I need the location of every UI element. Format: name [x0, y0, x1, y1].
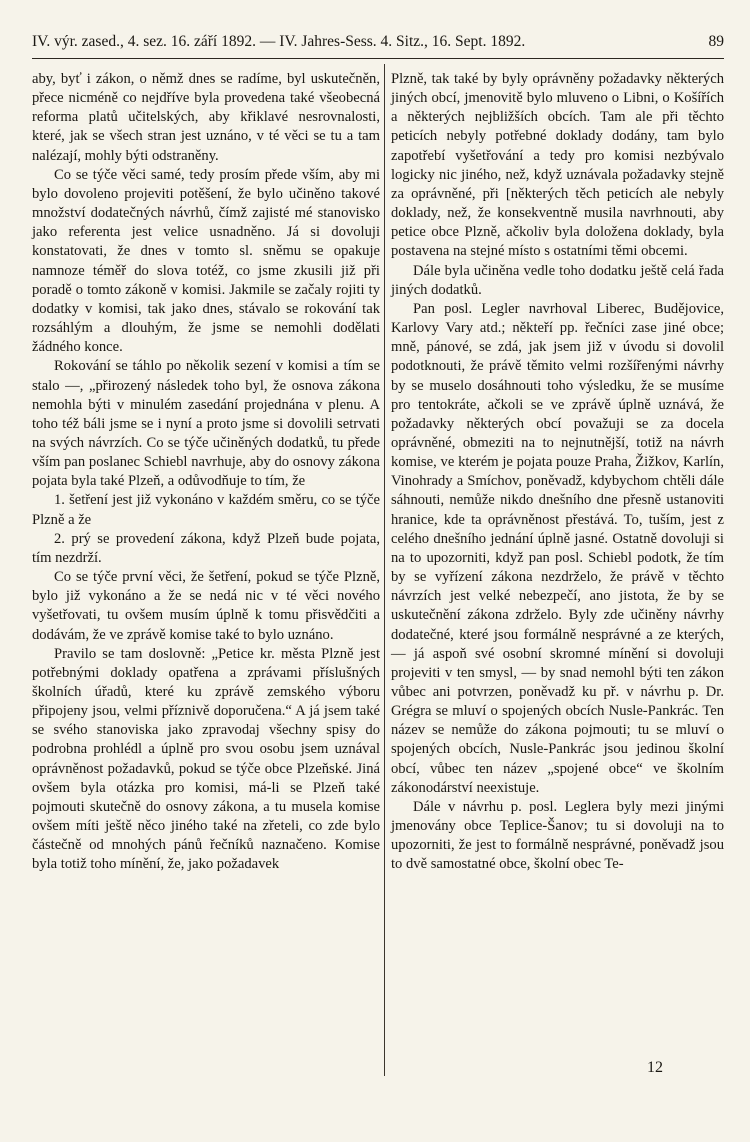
paragraph: Co se týče první věci, že šetření, pokud se týče Plzně, bylo již vykonáno a že se nedá nic v té věci nového vyšetřovati, tu ovšem musím úplně k tomu přisvědčiti a dodávám, že ve zprávě komise také to bylo uznáno.	[32, 569, 380, 643]
paragraph: Plzně, tak také by byly oprávněny požadavky některých jiných obcí, jmenovitě bylo mluveno o Libni, o Košířích a některých nejbližších obcích. Tam ale při těchto peticích nebyly potřebné doklady dodány, tam bylo zapotřebí vyšetřování a tedy pro komisi nezbývalo logicky nic jiného, než, když uznávala požadavky stejně za oprávněné, při [některých těch peticích ale nebyly doklady, než, že konsekventně musila navrhnouti, aby petice obce Plzně, ačkoliv byla doložena doklady, byla postavena na stejné místo s ostatními těmi obcemi.	[391, 71, 724, 260]
header-title: IV. výr. zased., 4. sez. 16. září 1892. — IV. Jahres-Sess. 4. Sitz., 16. Sept. 1892.	[32, 33, 526, 50]
list-item: 1. šetření jest již vykonáno v každém směru, co se týče Plzně a že	[32, 492, 380, 528]
signature-mark: 12	[647, 1059, 663, 1076]
paragraph: Rokování se táhlo po několik sezení v komisi a tím se stalo —, „přirozený následek toho byl, že osnova zákona nemohla býti v minulém zasedání projednána v plenu. A toho též báli jsme se i nyní a proto jsme si dovolili setrvati na svých návrzích. Co se týče učiněných dodatků, tu přede vším pan poslanec Schiebl navrhuje, aby do osnovy zákona pojata byla také Plzeň, a odůvodňuje to tím, že	[32, 358, 380, 490]
paragraph: Pan posl. Legler navrhoval Liberec, Budějovice, Karlovy Vary atd.; někteří pp. řečníci zase jiné obce; mně, pánové, se zdá, jak jsem již v úvodu si dovolil podotknouti, že právě těmito velmi rozšířenými návrhy by se muselo dosáhnouti toho výsledku, že se musíme pro tentokráte, ačkoli se ve zprávě úplně uznává, že požadavky některých obcí považuji se za docela oprávněné, obmeziti na to nejnutnější, totiž na návrh komise, ve kterém je pojata pouze Praha, Žižkov, Karlín, Vinohrady a Smíchov, poněvadž, kdybychom chtěli dále sáhnouti, nemůže nikdo dnešního dne přesně ustanoviti hranice, kde ta oprávněnost přestává. To, tuším, jest z celého dnešního jednání úplně jasné. Ostatně dovoluji si na to upozorniti, když pan posl. Schiebl podotk, že tím by se vyřízení zákona nezdrželo, že právě v těchto návrzích jest velké nebezpečí, ano jistota, že by se uskutečnění zákona zdrželo. Byly zde učiněny návrhy dodatečné, které jsou formálně nesprávné a ze kterých, — já aspoň své osobní skromné mínění si dovoluji projeviti v ten smysl, — by snad nemohl býti ten zákon vůbec ani potvrzen, poněvadž ku př. v návrhu p. Dr. Grégra se mluví o spojených obcích Nusle-Pankrác. Ten název se nemůže do zákona pojmouti; tu se mluví o spojených obcích, Nusle-Pankrác jsou jedinou školní obcí, vůbec ten název „spojené obce“ ve školním zákonodárství neexistuje.	[391, 300, 724, 796]
list-item: 2. prý se provedení zákona, když Plzeň bude pojata, tím nezdrží.	[32, 530, 380, 566]
right-column	[391, 70, 724, 875]
header-rule	[32, 58, 724, 59]
paragraph: Pravilo se tam doslovně: „Petice kr. města Plzně jest potřebnými doklady opatřena a zprávami příslušných školních úřadů, které ku zprávě zemského výboru připojeny jsou, velmi příznivě doporučena.“ A já jsem také se svého stanoviska jako zpravodaj všechny spisy do podrobna prohlédl a úplně pro svou osobu jsem uznával oprávněnost požadavků, pokud se týče obce Plzeňské. Jiná ovšem byla otázka pro komisi, má-li se Plzeň také pojmouti skutečně do osnovy zákona, a tu musela komise ovšem míti ještě něco jiného také na zřeteli, co zde bylo částečně od mnohých pánů řečníků naznačeno. Komise byla totiž toho mínění, že, jako požadavek	[32, 645, 380, 873]
running-header	[32, 30, 724, 54]
paragraph: aby, byť i zákon, o němž dnes se radíme, byl uskutečněn, přece nicméně co nejdříve byla provedena také všeobecná reforma platů učitelských, aby křiklavé nesrovnalosti, které, jak se všech stran jest uznáno, v té věci se tu a tam nalézají, mohly býti odstraněny.	[32, 71, 380, 164]
paragraph: Dále v návrhu p. posl. Leglera byly mezi jinými jmenovány obce Teplice-Šanov; tu si dovoluji na to upozorniti, že jest to formálně nesprávné, poněvadž jsou to dvě samostatné obce, školní obec Te-	[391, 798, 724, 873]
paragraph: Dále byla učiněna vedle toho dodatku ještě celá řada jiných dodatků.	[391, 262, 724, 298]
column-divider	[384, 64, 385, 1076]
left-column	[32, 70, 380, 875]
page-number: 89	[708, 33, 724, 50]
paragraph: Co se týče věci samé, tedy prosím přede vším, aby mi bylo dovoleno projeviti potěšení, že bylo učiněno takové množství dodatečných návrhů, čímž zajisté mé stanovisko jako referenta jest velice usnadněno. Já si dovoluji konstatovati, že dnes v tomto sl. sněmu se opakuje namnoze téměř do slova totéž, co jsme zkusili již při poradě o tomto zákoně v komisi. Jakmile se začaly rojiti ty dodatky v komisi, tak jako dnes, stávalo se rokování tak rozsáhlým a dlouhým, že jsme se nemohli dodělati žádného konce.	[32, 166, 380, 356]
